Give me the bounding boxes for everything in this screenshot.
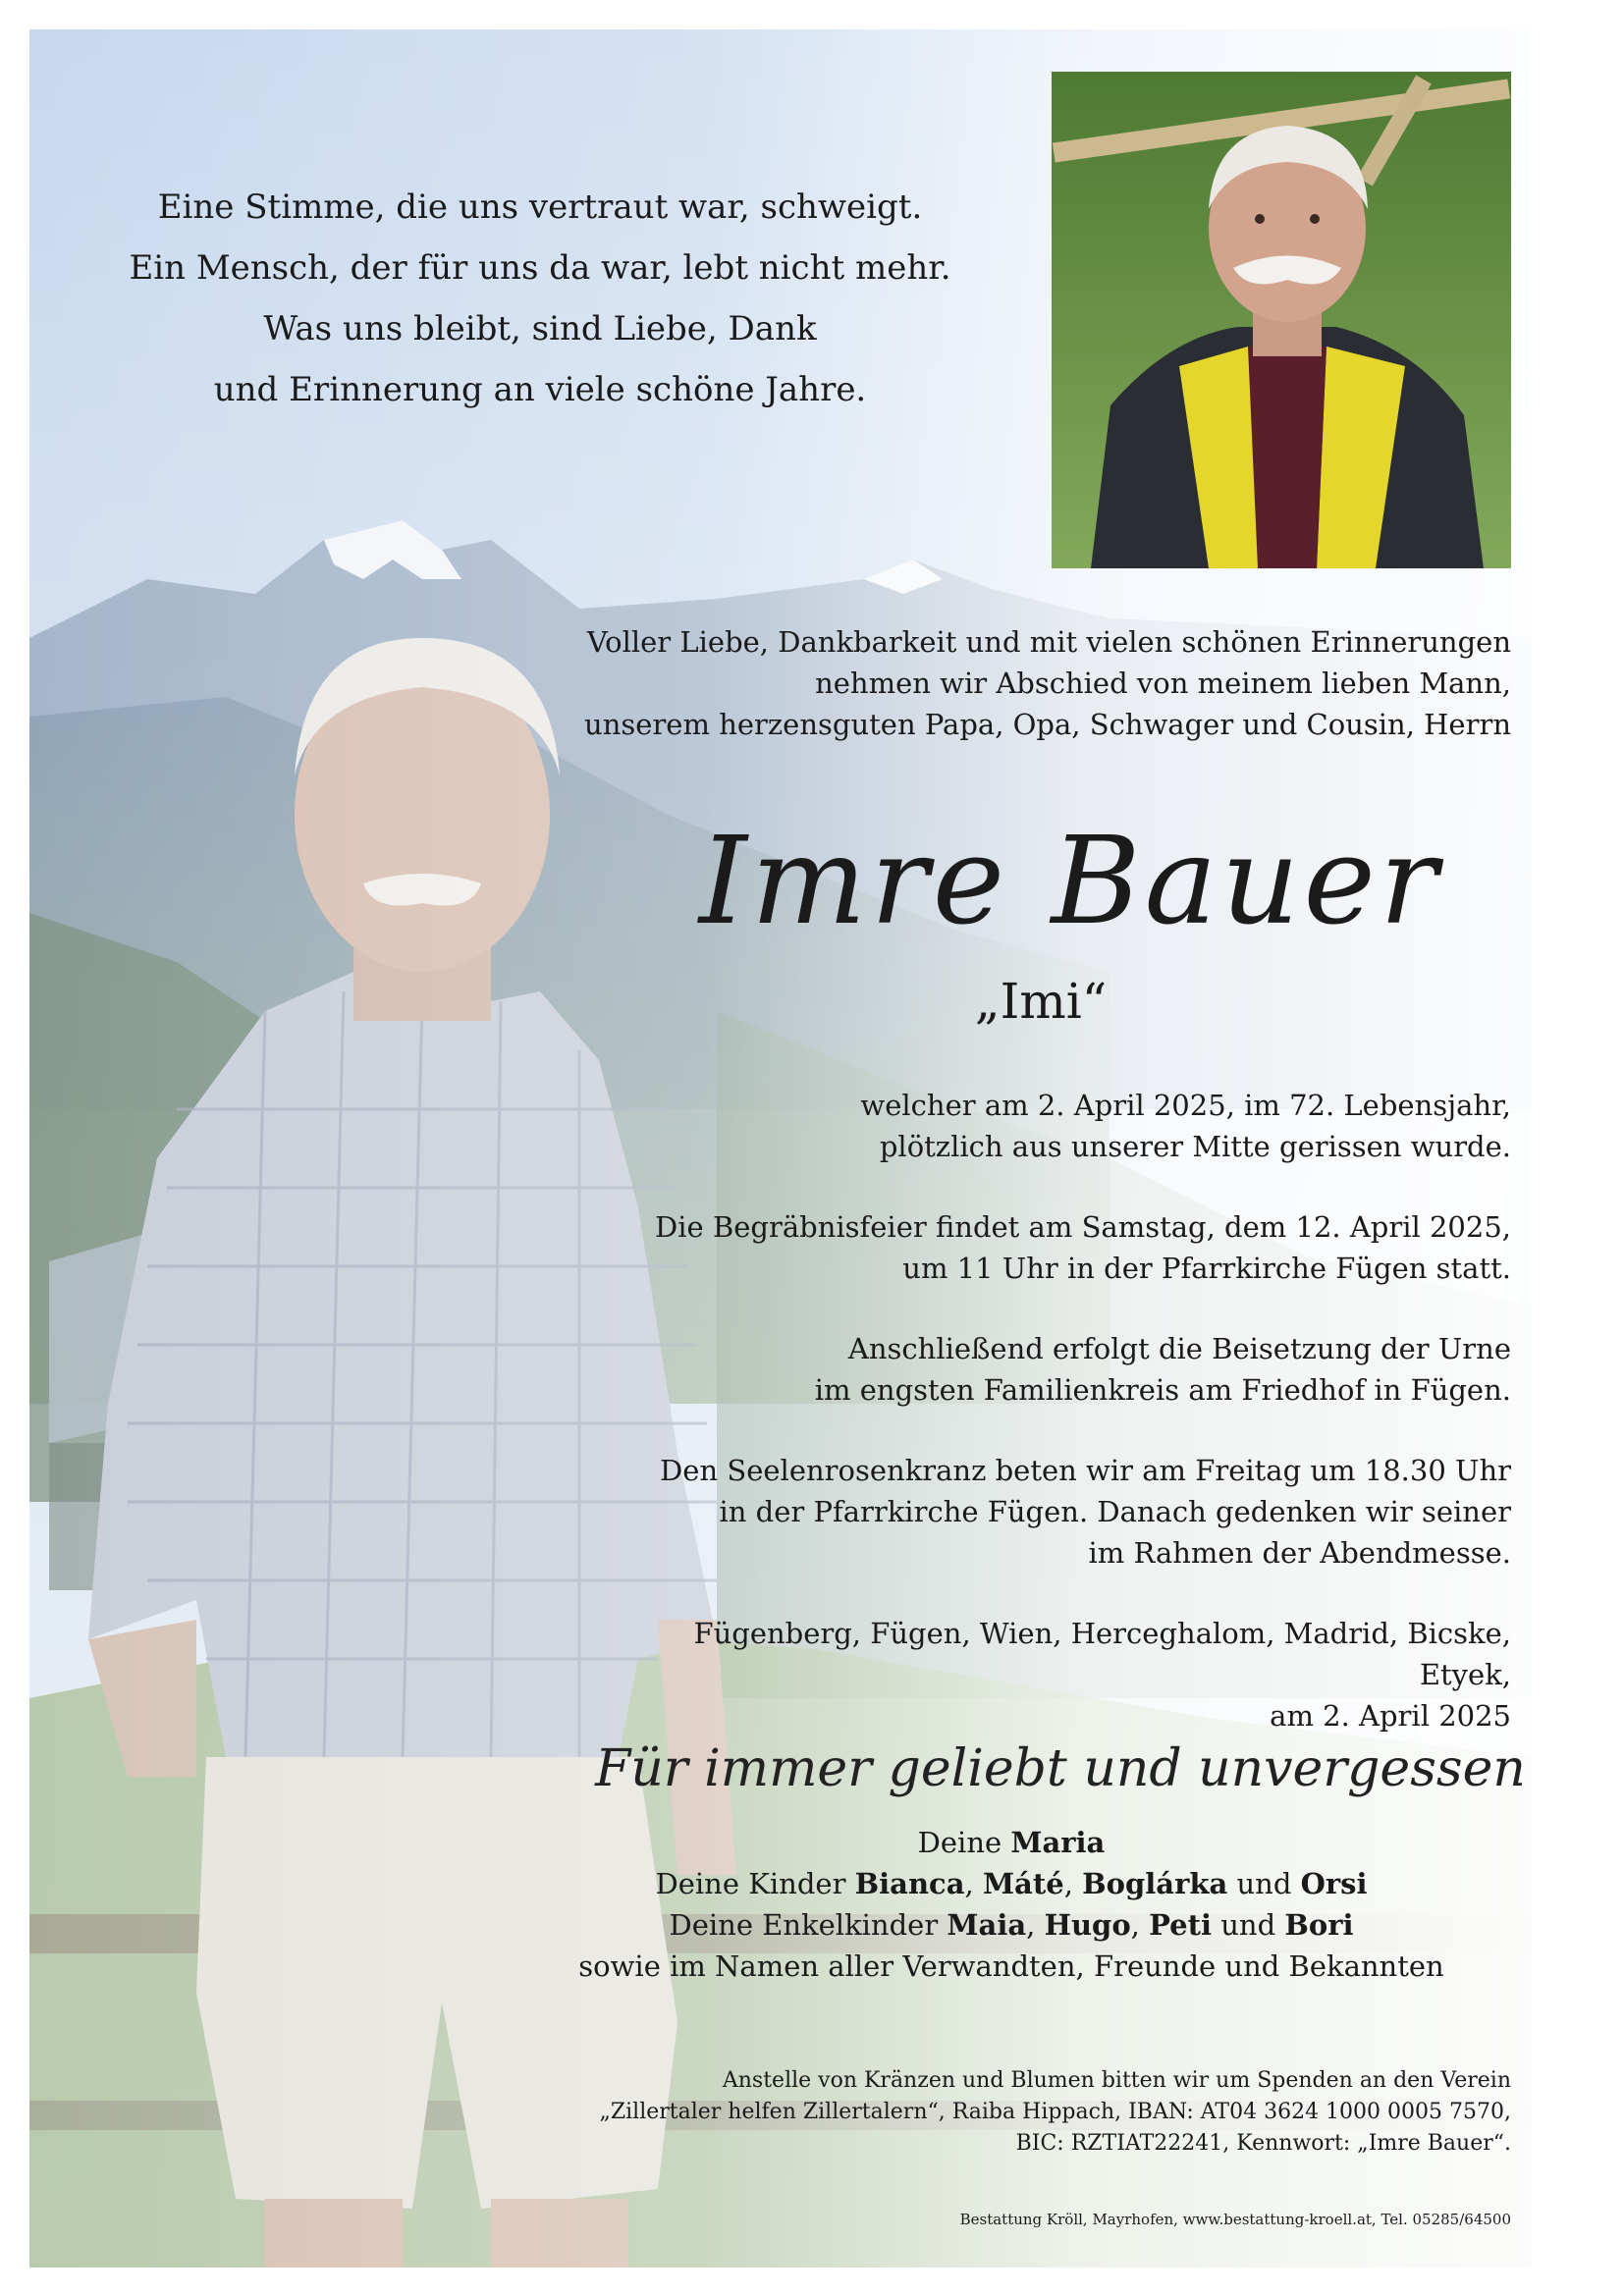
- family-list: [530, 1822, 1492, 1987]
- child-name: Orsi: [1300, 1867, 1368, 1900]
- place-line: Fügenberg, Fügen, Wien, Herceghalom, Madrid, Bicske, Etyek,: [693, 1617, 1511, 1691]
- grandchild-name: Hugo: [1044, 1908, 1131, 1942]
- rosary-line: im Rahmen der Abendmesse.: [1088, 1536, 1511, 1570]
- intro-line: nehmen wir Abschied von meinem lieben Mann,: [815, 667, 1511, 700]
- separator-comma: ,: [1026, 1908, 1036, 1942]
- poem-line: und Erinnerung an viele schöne Jahre.: [213, 370, 867, 409]
- children-prefix: Deine Kinder: [655, 1867, 846, 1900]
- donation-notice: [529, 2065, 1511, 2160]
- funeral-home-footer: Bestattung Kröll, Mayrhofen, www.bestattung-kroell.at, Tel. 05285/64500: [959, 2211, 1511, 2228]
- deceased-name: Imre Bauer: [698, 811, 1442, 952]
- separator-comma: ,: [1063, 1867, 1073, 1900]
- rosary-line: in der Pfarrkirche Fügen. Danach gedenken wir seiner: [719, 1495, 1511, 1528]
- donation-line: BIC: RZTIAT22241, Kennwort: „Imre Bauer“.: [1015, 2131, 1511, 2156]
- grandchild-name: Peti: [1149, 1908, 1212, 1942]
- death-line: plötzlich aus unserer Mitte gerissen wurde.: [879, 1130, 1511, 1163]
- burial-notice: [627, 1328, 1511, 1411]
- wife-prefix: Deine: [917, 1826, 1002, 1859]
- intro-line: Voller Liebe, Dankbarkeit und mit vielen schönen Erinnerungen: [586, 625, 1511, 659]
- separator-and: und: [1236, 1867, 1292, 1900]
- burial-line: Anschließend erfolgt die Beisetzung der Urne: [847, 1332, 1511, 1365]
- portrait-photo: [1052, 72, 1511, 568]
- death-line: welcher am 2. April 2025, im 72. Lebensjahr,: [860, 1089, 1511, 1122]
- funeral-line: um 11 Uhr in der Pfarrkirche Fügen statt.: [902, 1252, 1511, 1285]
- grandchild-name: Maia: [947, 1908, 1027, 1942]
- poem: [118, 177, 962, 420]
- wife-name: Maria: [1010, 1826, 1106, 1859]
- date-line: am 2. April 2025: [1270, 1699, 1511, 1733]
- child-name: Máté: [982, 1867, 1064, 1900]
- separator-and: und: [1220, 1908, 1276, 1942]
- separator-comma: ,: [1130, 1908, 1140, 1942]
- poem-line: Was uns bleibt, sind Liebe, Dank: [263, 309, 817, 348]
- intro-line: unserem herzensguten Papa, Opa, Schwager und Cousin, Herrn: [584, 708, 1511, 741]
- place-date: [627, 1613, 1511, 1736]
- intro-text: [431, 621, 1511, 745]
- family-wife-line: [530, 1822, 1492, 1863]
- burial-line: im engsten Familienkreis am Friedhof in Fügen.: [814, 1373, 1511, 1407]
- nickname: „Imi“: [974, 973, 1108, 1030]
- funeral-line: Die Begräbnisfeier findet am Samstag, dem 12. April 2025,: [655, 1210, 1511, 1244]
- rosary-notice: [627, 1450, 1511, 1574]
- separator-comma: ,: [964, 1867, 974, 1900]
- grandchild-name: Bori: [1284, 1908, 1354, 1942]
- family-children-line: [530, 1863, 1492, 1904]
- poem-line: Eine Stimme, die uns vertraut war, schweigt.: [157, 187, 923, 227]
- child-name: Boglárka: [1082, 1867, 1228, 1900]
- death-notice: [627, 1085, 1511, 1167]
- family-grandchildren-line: [530, 1904, 1492, 1946]
- family-others-line: sowie im Namen aller Verwandten, Freunde und Bekannten: [578, 1949, 1444, 1983]
- grandchildren-prefix: Deine Enkelkinder: [669, 1908, 939, 1942]
- child-name: Bianca: [854, 1867, 965, 1900]
- donation-line: Anstelle von Kränzen und Blumen bitten wir um Spenden an den Verein: [722, 2068, 1511, 2093]
- donation-line: „Zillertaler helfen Zillertalern“, Raiba Hippach, IBAN: AT04 3624 1000 0005 7570,: [599, 2100, 1511, 2124]
- motto: Für immer geliebt und unvergessen: [595, 1739, 1526, 1798]
- poem-line: Ein Mensch, der für uns da war, lebt nicht mehr.: [129, 248, 951, 288]
- rosary-line: Den Seelenrosenkranz beten wir am Freitag um 18.30 Uhr: [660, 1454, 1511, 1487]
- funeral-notice: [627, 1206, 1511, 1289]
